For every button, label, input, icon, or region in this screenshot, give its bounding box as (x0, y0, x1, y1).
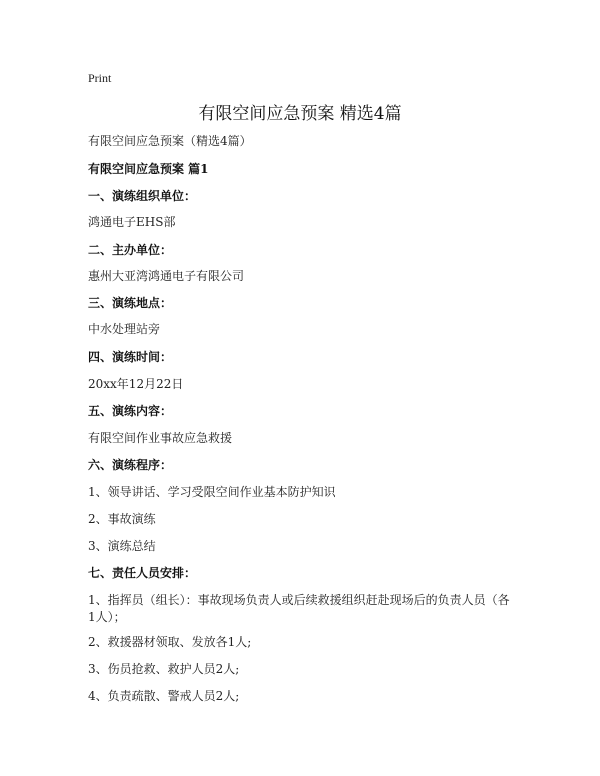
item-value-time: 20xx年12月22日 (88, 377, 184, 391)
personnel-heading: 七、责任人员安排： (88, 566, 197, 580)
print-link[interactable]: Print (88, 71, 112, 85)
document-title: 有限空间应急预案 精选4篇 (198, 104, 402, 124)
section-title: 有限空间应急预案 篇1 (88, 162, 209, 176)
procedure-step: 3、演练总结 (88, 539, 156, 553)
item-heading-location: 三、演练地点： (88, 296, 173, 310)
item-heading-host: 二、主办单位： (88, 243, 173, 257)
item-heading-time: 四、演练时间： (88, 350, 173, 364)
procedure-heading: 六、演练程序： (88, 458, 173, 472)
personnel-line: 3、伤员抢救、救护人员2人; (88, 662, 240, 676)
personnel-line: 4、负责疏散、警戒人员2人; (88, 689, 240, 703)
document-subtitle: 有限空间应急预案（精选4篇） (88, 134, 252, 148)
procedure-step: 1、领导讲话、学习受限空间作业基本防护知识 (88, 485, 336, 499)
procedure-step: 2、事故演练 (88, 512, 156, 526)
item-value-content: 有限空间作业事故应急救援 (88, 431, 233, 445)
personnel-line: 1、指挥员（组长）：事故现场负责人或后续救援组织赶赴现场后的负责人员（各1人）； (88, 593, 510, 624)
personnel-line: 2、救援器材领取、发放各1人; (88, 635, 252, 649)
item-value-host: 惠州大亚湾鸿通电子有限公司 (88, 269, 245, 283)
item-heading-content: 五、演练内容： (88, 404, 173, 418)
item-value-organizer: 鸿通电子EHS部 (88, 215, 176, 229)
item-heading-organizer: 一、演练组织单位： (88, 189, 197, 203)
item-value-location: 中水处理站旁 (88, 322, 161, 336)
